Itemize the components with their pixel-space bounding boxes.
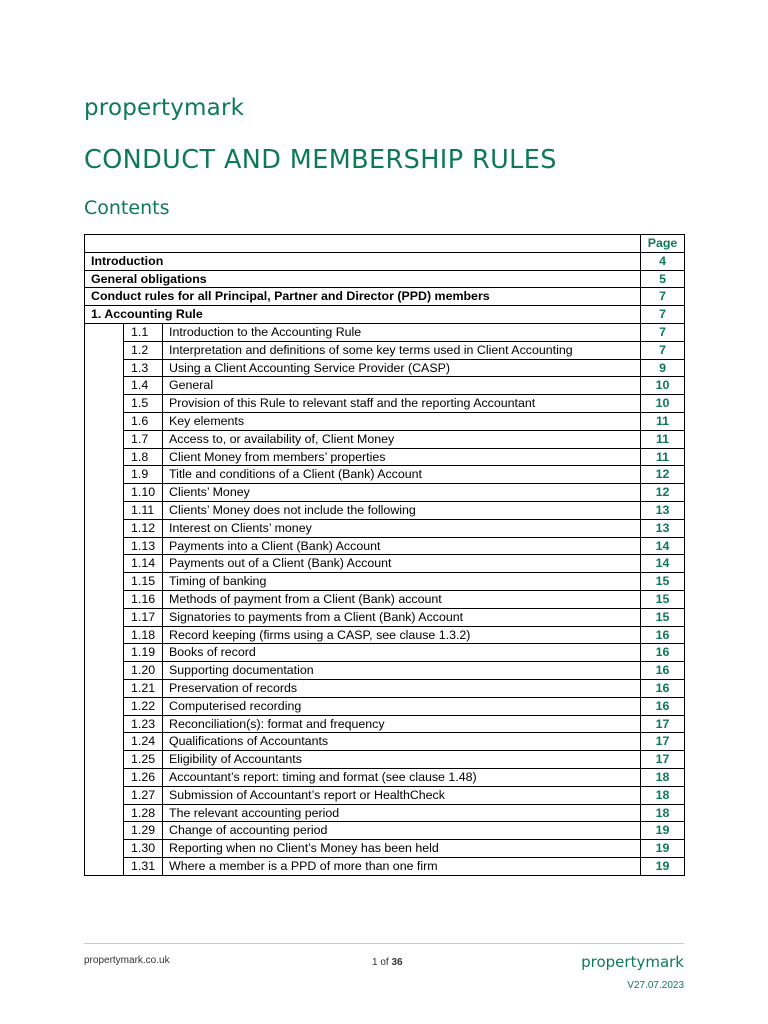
toc-clause-page: 18	[641, 786, 685, 804]
toc-indent-cell	[85, 822, 124, 840]
toc-indent-cell	[85, 341, 124, 359]
toc-clause-label: Interest on Clients’ money	[163, 519, 641, 537]
toc-subrow	[85, 804, 685, 822]
toc-subrow	[85, 448, 685, 466]
toc-indent-cell	[85, 377, 124, 395]
toc-subrow	[85, 590, 685, 608]
toc-indent-cell	[85, 768, 124, 786]
toc-clause-number: 1.4	[124, 377, 163, 395]
toc-clause-label: Supporting documentation	[163, 662, 641, 680]
toc-clause-label: The relevant accounting period	[163, 804, 641, 822]
footer-divider	[84, 943, 684, 944]
toc-clause-number: 1.28	[124, 804, 163, 822]
toc-indent-cell	[85, 697, 124, 715]
toc-subrow	[85, 555, 685, 573]
toc-subrow	[85, 697, 685, 715]
toc-entry-page: 7	[641, 306, 685, 324]
toc-clause-page: 11	[641, 448, 685, 466]
toc-clause-page: 16	[641, 662, 685, 680]
toc-indent-cell	[85, 412, 124, 430]
toc-subrow	[85, 662, 685, 680]
toc-clause-label: Record keeping (firms using a CASP, see clause 1.3.2)	[163, 626, 641, 644]
toc-subrow	[85, 857, 685, 875]
toc-subrow	[85, 573, 685, 591]
toc-indent-cell	[85, 519, 124, 537]
toc-clause-number: 1.5	[124, 395, 163, 413]
toc-clause-page: 11	[641, 430, 685, 448]
toc-indent-cell	[85, 662, 124, 680]
toc-clause-page: 7	[641, 323, 685, 341]
toc-clause-label: Where a member is a PPD of more than one firm	[163, 857, 641, 875]
toc-indent-cell	[85, 733, 124, 751]
toc-clause-number: 1.9	[124, 466, 163, 484]
toc-clause-number: 1.23	[124, 715, 163, 733]
toc-indent-cell	[85, 430, 124, 448]
toc-indent-cell	[85, 323, 124, 341]
toc-subrow	[85, 537, 685, 555]
contents-table	[84, 234, 685, 876]
toc-subrow	[85, 608, 685, 626]
toc-clause-label: Using a Client Accounting Service Provider (CASP)	[163, 359, 641, 377]
toc-clause-label: Key elements	[163, 412, 641, 430]
toc-row	[85, 252, 685, 270]
toc-clause-number: 1.26	[124, 768, 163, 786]
toc-clause-number: 1.15	[124, 573, 163, 591]
toc-clause-page: 16	[641, 679, 685, 697]
toc-clause-label: Preservation of records	[163, 679, 641, 697]
toc-row	[85, 270, 685, 288]
toc-clause-number: 1.16	[124, 590, 163, 608]
toc-clause-number: 1.19	[124, 644, 163, 662]
toc-clause-page: 16	[641, 697, 685, 715]
footer-website: propertymark.co.uk	[84, 955, 170, 966]
footer-page-total: 36	[391, 957, 403, 968]
toc-clause-page: 15	[641, 590, 685, 608]
toc-indent-cell	[85, 840, 124, 858]
toc-subrow	[85, 359, 685, 377]
toc-subrow	[85, 840, 685, 858]
toc-indent-cell	[85, 644, 124, 662]
toc-indent-cell	[85, 626, 124, 644]
toc-clause-number: 1.8	[124, 448, 163, 466]
toc-indent-cell	[85, 555, 124, 573]
toc-indent-cell	[85, 608, 124, 626]
toc-clause-page: 18	[641, 768, 685, 786]
toc-subrow	[85, 751, 685, 769]
footer-page-current: 1	[372, 957, 378, 968]
toc-clause-label: Computerised recording	[163, 697, 641, 715]
toc-clause-number: 1.2	[124, 341, 163, 359]
toc-indent-cell	[85, 448, 124, 466]
toc-clause-number: 1.29	[124, 822, 163, 840]
toc-subrow	[85, 484, 685, 502]
toc-clause-number: 1.31	[124, 857, 163, 875]
toc-clause-page: 17	[641, 733, 685, 751]
toc-entry-page: 5	[641, 270, 685, 288]
toc-subrow	[85, 644, 685, 662]
toc-indent-cell	[85, 484, 124, 502]
toc-clause-page: 17	[641, 715, 685, 733]
toc-clause-page: 14	[641, 537, 685, 555]
footer-page-number	[372, 957, 403, 968]
toc-clause-label: Change of accounting period	[163, 822, 641, 840]
toc-clause-page: 16	[641, 626, 685, 644]
toc-clause-number: 1.13	[124, 537, 163, 555]
toc-clause-page: 18	[641, 804, 685, 822]
toc-row	[85, 288, 685, 306]
toc-clause-label: Provision of this Rule to relevant staff and the reporting Accountant	[163, 395, 641, 413]
toc-clause-page: 10	[641, 377, 685, 395]
toc-indent-cell	[85, 573, 124, 591]
toc-entry-page: 4	[641, 252, 685, 270]
toc-subrow	[85, 501, 685, 519]
toc-clause-page: 16	[641, 644, 685, 662]
page-column-header: Page	[641, 235, 685, 253]
toc-subrow	[85, 768, 685, 786]
toc-entry-label: Introduction	[85, 252, 641, 270]
toc-clause-label: General	[163, 377, 641, 395]
toc-clause-number: 1.7	[124, 430, 163, 448]
toc-subrow	[85, 466, 685, 484]
toc-indent-cell	[85, 751, 124, 769]
toc-clause-label: Reporting when no Client’s Money has been held	[163, 840, 641, 858]
toc-header-blank	[85, 235, 641, 253]
toc-clause-label: Eligibility of Accountants	[163, 751, 641, 769]
toc-clause-page: 15	[641, 608, 685, 626]
toc-clause-page: 7	[641, 341, 685, 359]
toc-clause-label: Introduction to the Accounting Rule	[163, 323, 641, 341]
toc-clause-label: Accountant’s report: timing and format (see clause 1.48)	[163, 768, 641, 786]
toc-indent-cell	[85, 590, 124, 608]
toc-clause-page: 13	[641, 501, 685, 519]
toc-clause-page: 11	[641, 412, 685, 430]
toc-subrow	[85, 412, 685, 430]
toc-clause-number: 1.25	[124, 751, 163, 769]
toc-clause-number: 1.18	[124, 626, 163, 644]
toc-entry-label: 1. Accounting Rule	[85, 306, 641, 324]
toc-indent-cell	[85, 679, 124, 697]
toc-clause-label: Access to, or availability of, Client Money	[163, 430, 641, 448]
document-title: CONDUCT AND MEMBERSHIP RULES	[84, 145, 557, 175]
toc-clause-label: Timing of banking	[163, 573, 641, 591]
toc-clause-page: 12	[641, 466, 685, 484]
contents-heading: Contents	[84, 197, 170, 219]
toc-clause-page: 12	[641, 484, 685, 502]
toc-clause-label: Client Money from members’ properties	[163, 448, 641, 466]
toc-clause-label: Submission of Accountant’s report or HealthCheck	[163, 786, 641, 804]
toc-clause-label: Qualifications of Accountants	[163, 733, 641, 751]
toc-indent-cell	[85, 715, 124, 733]
toc-subrow	[85, 733, 685, 751]
toc-entry-label: Conduct rules for all Principal, Partner and Director (PPD) members	[85, 288, 641, 306]
footer-page-of: of	[380, 957, 389, 968]
toc-subrow	[85, 395, 685, 413]
toc-indent-cell	[85, 857, 124, 875]
footer-version: V27.07.2023	[627, 980, 684, 991]
toc-clause-number: 1.21	[124, 679, 163, 697]
toc-clause-number: 1.10	[124, 484, 163, 502]
toc-clause-label: Payments out of a Client (Bank) Account	[163, 555, 641, 573]
toc-clause-page: 17	[641, 751, 685, 769]
toc-subrow	[85, 377, 685, 395]
toc-clause-page: 14	[641, 555, 685, 573]
toc-entry-page: 7	[641, 288, 685, 306]
toc-subrow	[85, 679, 685, 697]
propertymark-logo: propertymark	[84, 95, 245, 121]
toc-clause-page: 10	[641, 395, 685, 413]
toc-clause-number: 1.6	[124, 412, 163, 430]
toc-indent-cell	[85, 359, 124, 377]
toc-clause-number: 1.3	[124, 359, 163, 377]
toc-subrow	[85, 323, 685, 341]
toc-clause-label: Clients’ Money does not include the following	[163, 501, 641, 519]
toc-clause-number: 1.1	[124, 323, 163, 341]
toc-clause-label: Books of record	[163, 644, 641, 662]
toc-entry-label: General obligations	[85, 270, 641, 288]
footer-propertymark-logo: propertymark	[581, 953, 684, 971]
toc-indent-cell	[85, 804, 124, 822]
toc-clause-label: Payments into a Client (Bank) Account	[163, 537, 641, 555]
toc-indent-cell	[85, 501, 124, 519]
toc-clause-label: Reconciliation(s): format and frequency	[163, 715, 641, 733]
toc-clause-page: 15	[641, 573, 685, 591]
toc-clause-number: 1.17	[124, 608, 163, 626]
toc-clause-label: Title and conditions of a Client (Bank) Account	[163, 466, 641, 484]
toc-clause-number: 1.12	[124, 519, 163, 537]
toc-clause-number: 1.14	[124, 555, 163, 573]
toc-subrow	[85, 519, 685, 537]
toc-subrow	[85, 715, 685, 733]
toc-clause-number: 1.11	[124, 501, 163, 519]
toc-subrow	[85, 786, 685, 804]
toc-header-row	[85, 235, 685, 253]
toc-clause-label: Clients’ Money	[163, 484, 641, 502]
toc-subrow	[85, 626, 685, 644]
toc-clause-label: Interpretation and definitions of some key terms used in Client Accounting	[163, 341, 641, 359]
toc-clause-page: 19	[641, 822, 685, 840]
toc-indent-cell	[85, 395, 124, 413]
toc-indent-cell	[85, 466, 124, 484]
toc-clause-number: 1.22	[124, 697, 163, 715]
toc-clause-page: 19	[641, 857, 685, 875]
toc-clause-number: 1.27	[124, 786, 163, 804]
toc-subrow	[85, 341, 685, 359]
toc-clause-number: 1.24	[124, 733, 163, 751]
toc-clause-label: Signatories to payments from a Client (Bank) Account	[163, 608, 641, 626]
toc-subrow	[85, 430, 685, 448]
toc-subrow	[85, 822, 685, 840]
toc-indent-cell	[85, 537, 124, 555]
toc-clause-label: Methods of payment from a Client (Bank) account	[163, 590, 641, 608]
toc-clause-page: 9	[641, 359, 685, 377]
toc-indent-cell	[85, 786, 124, 804]
toc-clause-number: 1.30	[124, 840, 163, 858]
toc-clause-number: 1.20	[124, 662, 163, 680]
toc-row	[85, 306, 685, 324]
toc-clause-page: 19	[641, 840, 685, 858]
toc-clause-page: 13	[641, 519, 685, 537]
